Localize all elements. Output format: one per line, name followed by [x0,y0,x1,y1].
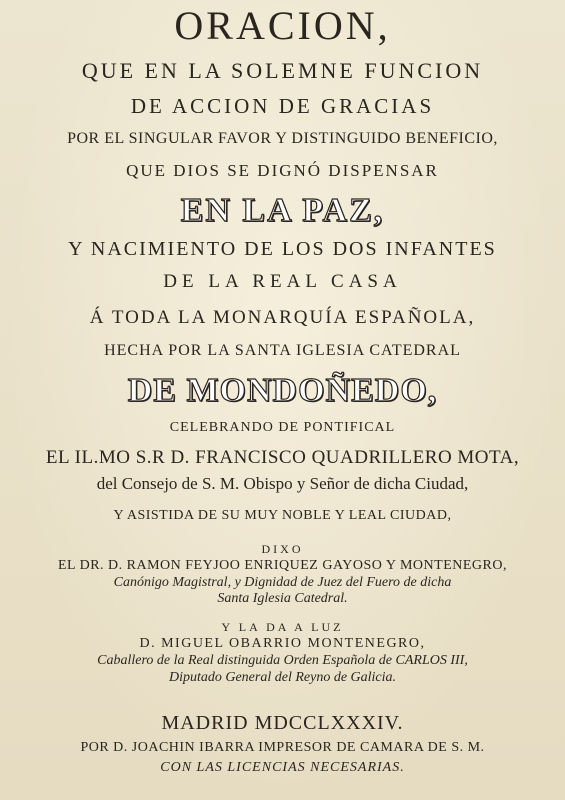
en-la-paz-heading: EN LA PAZ, [180,192,385,229]
main-title: ORACION, [174,3,391,48]
title-line-9: HECHA POR LA SANTA IGLESIA CATEDRAL [104,342,461,359]
imprint-place-date: MADRID MDCCLXXXIV. [161,712,404,734]
printer-line: POR D. JOACHIN IBARRA IMPRESOR DE CAMARA DE S. M. [80,740,485,755]
bishop-title: del Consejo de S. M. Obispo y Señor de dicha Ciudad, [96,474,469,493]
title-line-1: QUE EN LA SOLEMNE FUNCION [81,58,484,83]
dixo-label: DIXO [261,542,304,556]
publisher-title-2: Diputado General del Reyno de Galicia. [168,670,397,685]
title-line-4: QUE DIOS SE DIGNÓ DISPENSAR [126,161,439,180]
title-line-3: POR EL SINGULAR FAVOR Y DISTINGUIDO BENEFICIO, [67,130,498,147]
licenses-line: CON LAS LICENCIAS NECESARIAS. [160,760,405,775]
publisher-title-1: Caballero de la Real distinguida Orden Española de CARLOS III, [97,653,468,668]
title-line-2: DE ACCION DE GRACIAS [130,94,435,118]
author-title-2: Santa Iglesia Catedral. [217,591,348,606]
bishop-name: EL IL.MO S.R D. FRANCISCO QUADRILLERO MOTA, [45,447,520,468]
publisher-label: Y LA DA A LUZ [221,620,344,634]
author-name: EL DR. D. RAMON FEYJOO ENRIQUEZ GAYOSO Y MONTENEGRO, [58,558,507,573]
celebrant-label: CELEBRANDO DE PONTIFICAL [169,420,396,435]
title-line-6: Y NACIMIENTO DE LOS DOS INFANTES [68,238,497,260]
publisher-name: D. MIGUEL OBARRIO MONTENEGRO, [139,636,426,651]
city-line: Y ASISTIDA DE SU MUY NOBLE Y LEAL CIUDAD, [113,508,452,523]
author-title-1: Canónigo Magistral, y Dignidad de Juez del Fuero de dicha [113,575,452,590]
title-line-7: DE LA REAL CASA [163,271,402,292]
title-line-8: Á TODA LA MONARQUÍA ESPAÑOLA, [89,307,476,328]
mondonedo-heading: DE MONDOÑEDO, [127,372,438,409]
